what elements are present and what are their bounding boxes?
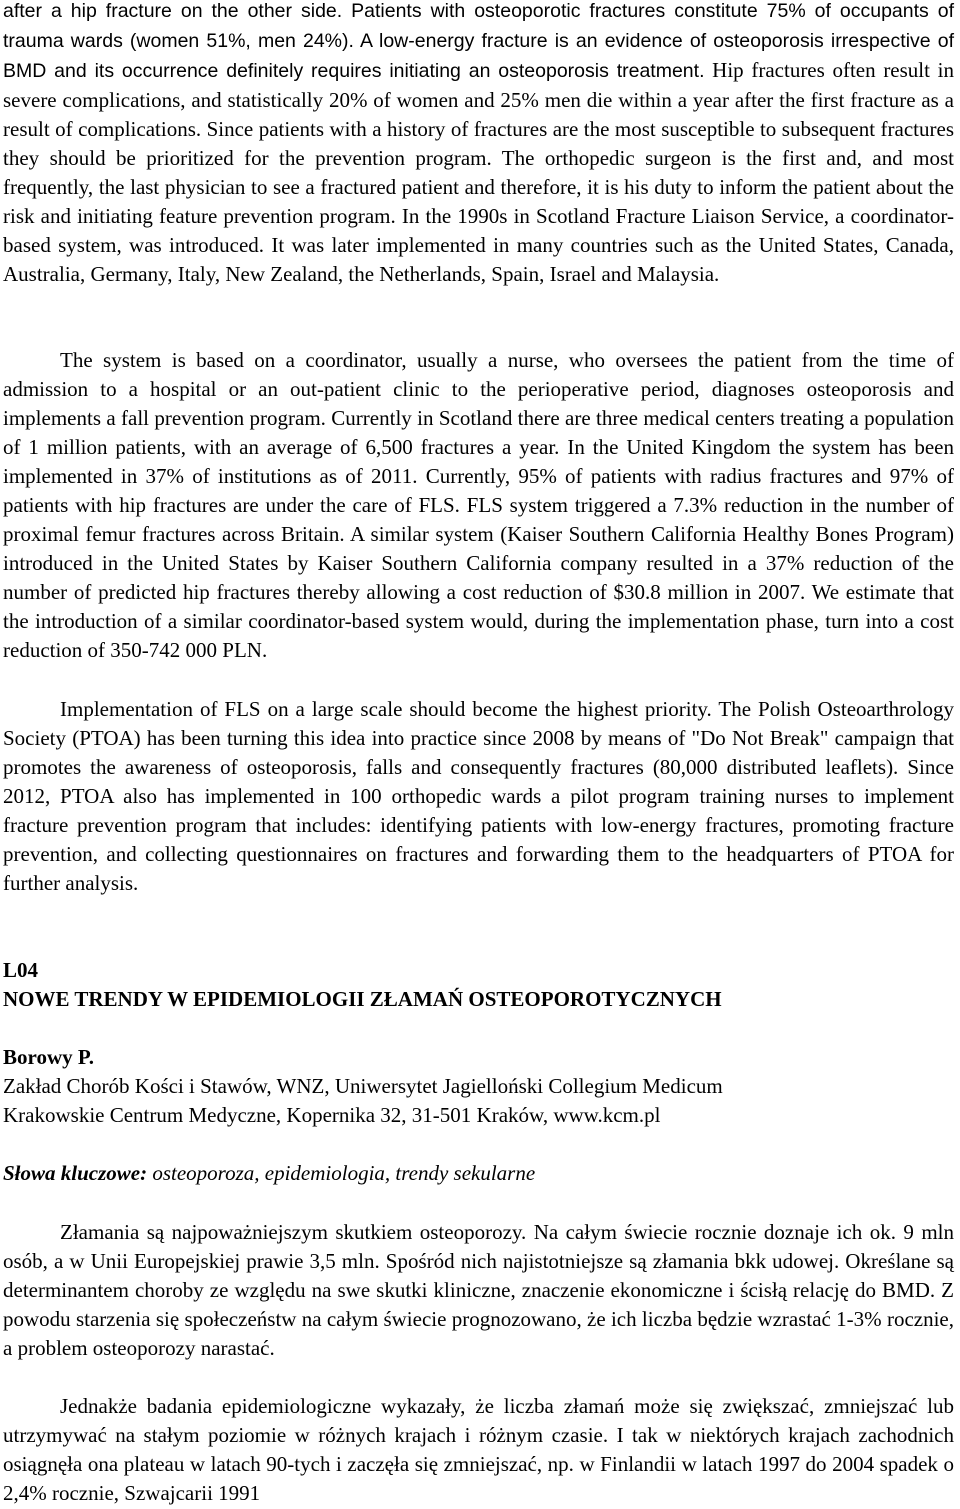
abstract-keywords <box>3 1159 535 1188</box>
affiliation-line-1: Zakład Chorób Kości i Stawów, WNZ, Uniwersytet Jagielloński Collegium Medicum <box>3 1074 723 1098</box>
keywords-text: osteoporoza, epidemiologia, trendy sekularne <box>147 1161 536 1185</box>
paragraph-pl-2: Jednakże badania epidemiologiczne wykazały, że liczba złamań może się zwiększać, zmniejszać lub utrzymywać na stałym poziomie w różnych krajach i różnym czasie. I tak w niektórych krajach zachodnich osiągnęła ona plateau w latach 90-tych i zaczęła się zmniejszać, np. w Finlandii w latach 1997 do 2004 spadek o 2,4% rocznie, Szwajcarii 1991 <box>3 1394 954 1505</box>
abstract-affiliation <box>3 1072 723 1130</box>
paragraph-fls-intro-sans: after a hip fracture on the other side. Patients with osteoporotic fractures constitute 75% of occupants of trauma wards (women 51%, men 24%). A low-energy fracture is an evidence of osteoporosis irrespective of BMD and its occurrence definitely requires initiating an osteoporosis treatment. <box>3 0 954 82</box>
abstract-author: Borowy P. <box>3 1045 95 1069</box>
paragraph-fls-intro <box>3 0 954 289</box>
abstract-code: L04 <box>3 958 39 982</box>
paragraph-fls-implementation: Implementation of FLS on a large scale should become the highest priority. The Polish Osteoarthrology Society (PTOA) has been turning this idea into practice since 2008 by means of "Do Not Break" campaign that promotes the awareness of osteoporosis, falls and consequently fractures (80,000 distributed leaflets). Since 2012, PTOA also has implemented in 100 orthopedic wards a pilot program training nurses to implement fracture prevention program that includes: identifying patients with low-energy fractures, promoting fracture prevention, and collecting questionnaires on fractures and forwarding them to the headquarters of PTOA for further analysis. <box>3 697 954 895</box>
abstract-title: NOWE TRENDY W EPIDEMIOLOGII ZŁAMAŃ OSTEOPOROTYCZNYCH <box>3 987 722 1011</box>
affiliation-line-2: Krakowskie Centrum Medyczne, Kopernika 32, 31-501 Kraków, www.kcm.pl <box>3 1103 661 1127</box>
keywords-label: Słowa kluczowe: <box>3 1161 148 1185</box>
paragraph-fls-intro-serif: Hip fractures often result in severe complications, and statistically 20% of women and 25% men die within a year after the first fracture as a result of complications. Since patients with a history of fractures are the most susceptible to subsequent fractures they should be prioritized for the prevention program. The orthopedic surgeon is the first and, and most frequently, the last physician to see a fractured patient and therefore, it is his duty to inform the patient about the risk and initiating feature prevention program. In the 1990s in Scotland Fracture Liaison Service, a coordinator-based system, was introduced. <box>3 58 954 257</box>
paragraph-pl-1: Złamania są najpoważniejszym skutkiem osteoporozy. Na całym świecie rocznie doznaje ich ok. 9 mln osób, a w Unii Europejskiej prawie 3,5 mln. Spośród nich najistotniejsze są złamania bkk udowej. Określane są determinantem choroby ze względu na swe skutki kliniczne, znaczenie ekonomiczne i ścisłą relację do BMD. Z powodu starzenia się społeczeństw na całym świecie prognozowano, że ich liczba będzie wzrastać 1-3% rocznie, a problem osteoporozy narastać. <box>3 1220 954 1360</box>
paragraph-fls-intro-countries: It was later implemented in many countries such as the United States, Canada, Australia, Germany, Italy, New Zealand, the Netherlands, Spain, Israel and Malaysia. <box>3 233 954 286</box>
paragraph-fls-system: The system is based on a coordinator, usually a nurse, who oversees the patient from the time of admission to a hospital or an out-patient clinic to the perioperative period, diagnoses osteoporosis and implements a fall prevention program. Currently in Scotland there are three medical centers treating a population of 1 million patients, with an average of 6,500 fractures a year. In the United Kingdom the system has been implemented in 37% of institutions as of 2011. Currently, 95% of patients with radius fractures and 97% of patients with hip fractures are under the care of FLS. FLS system triggered a 7.3% reduction in the number of proximal femur fractures across Britain. A similar system (Kaiser Southern California Healthy Bones Program) introduced in the United States by Kaiser Southern California company resulted in a 37% reduction of the number of predicted hip fractures thereby allowing a cost reduction of $30.8 million in 2007. We estimate that the introduction of a similar coordinator-based system would, during the implementation phase, turn into a cost reduction of 350-742 000 PLN. <box>3 348 954 662</box>
